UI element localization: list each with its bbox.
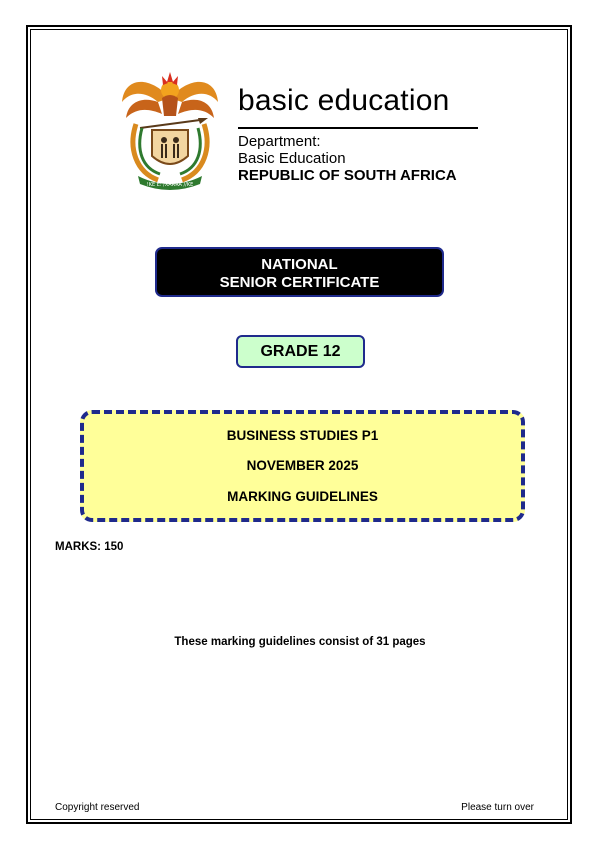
department-label: Department:: [238, 133, 321, 150]
footer-copyright: Copyright reserved: [55, 802, 140, 813]
grade-badge: GRADE 12: [236, 335, 365, 368]
coat-of-arms-icon: [118, 68, 222, 192]
document-type: MARKING GUIDELINES: [227, 489, 378, 504]
exam-session: NOVEMBER 2025: [246, 458, 359, 473]
certificate-line1: NATIONAL: [261, 256, 338, 273]
certificate-line2: SENIOR CERTIFICATE: [219, 274, 380, 291]
logo-underline: [238, 127, 478, 129]
subject-title: BUSINESS STUDIES P1: [226, 428, 379, 443]
coat-motto: !KE E: /XARRA //KE: [146, 182, 194, 188]
department-name: Basic Education: [238, 150, 346, 167]
country-name: REPUBLIC OF SOUTH AFRICA: [238, 167, 457, 184]
subject-panel: [80, 410, 525, 522]
page-count-note: These marking guidelines consist of 31 pages: [174, 636, 426, 648]
logo-text: basic education: [238, 84, 450, 117]
certificate-banner: [155, 247, 444, 297]
footer-turn-over: Please turn over: [461, 802, 534, 813]
total-marks: MARKS: 150: [55, 541, 124, 553]
